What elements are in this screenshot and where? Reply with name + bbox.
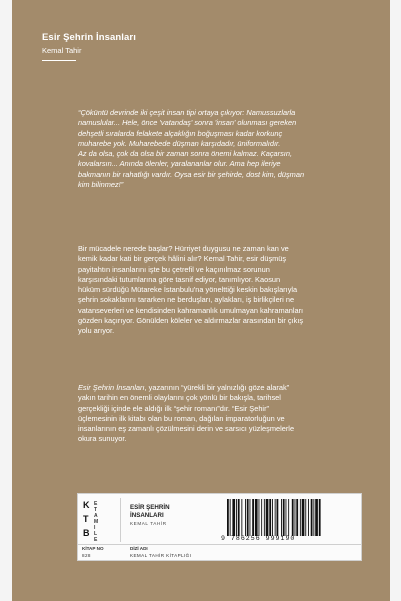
barcode-bar: [315, 499, 318, 536]
barcode-bar: [236, 499, 237, 536]
barcode-bar: [264, 499, 265, 536]
barcode-bar: [311, 499, 313, 536]
blurb-paragraph-1: [78, 244, 360, 337]
logo-letter: E: [94, 537, 98, 543]
barcode-bar: [245, 499, 246, 536]
paragraph-line: yolu arıyor.: [78, 326, 115, 336]
barcode-bar: [305, 499, 306, 536]
book-no-value: 828: [82, 553, 91, 558]
logo-letter: K: [83, 500, 90, 510]
paragraph-line: vatanseverleri ve kendisinden kahramanlık umulmayan kahramanları: [78, 305, 304, 315]
title-divider: [42, 60, 76, 61]
paragraph-line: payitahtın insanlarını işte bu çetrefil ve kaçınılmaz sorunun: [78, 264, 270, 274]
publisher-logo: [83, 500, 107, 544]
paragraph-line: hüküm sürdüğü Mütareke İstanbulu'na yönelttiği keskin bakışlarıyla: [78, 285, 298, 295]
paragraph-line: insanlarının eş zamanlı çözülmesini derin ve sarsıcı yüzleşmelerle: [78, 424, 295, 434]
paragraph-line: kemik kadar kati bir gerçek hâlini alır? Kemal Tahir, esir düşmüş: [78, 254, 287, 264]
paragraph-line: şehrin sokaklarını tararken ne berduşları, aylakları, iş birlikçileri ne: [78, 295, 295, 305]
quote-line: kovalarsın... Anında ölenler, yaralananlar olur. Ama hep ileriye: [78, 159, 281, 169]
barcode-bar: [227, 499, 229, 536]
isbn-barcode: [226, 499, 354, 536]
barcode-bar: [241, 499, 242, 536]
barcode-bar: [272, 499, 273, 536]
book-no-header: KİTAP NO: [82, 546, 104, 551]
barcode-bar: [275, 499, 276, 536]
series-value: KEMAL TAHİR KİTAPLIĞI: [130, 553, 192, 558]
quote-line: muharebe yok. Muharebede düşman karşıdadır, üniformalıdır.: [78, 138, 281, 148]
logo-letter: T: [83, 514, 89, 524]
logo-letter: E: [94, 501, 98, 507]
book-title: Esir Şehrin İnsanları: [42, 32, 136, 43]
barcode-bar: [302, 499, 305, 536]
logo-letter: A: [94, 513, 98, 519]
paragraph-line: Bir mücadele nerede başlar? Hürriyet duygusu ne zaman kan ve: [78, 244, 289, 253]
barcode-bar: [252, 499, 254, 536]
barcode-bar: [261, 499, 262, 536]
quote-line: kim bilinmez!”: [78, 180, 124, 190]
label-book-title: ESİR ŞEHRİN İNSANLARI: [130, 504, 170, 519]
quote-line: dehşetli sıralarda felakete alçaklığın boğuşması kadar korkunç: [78, 128, 283, 138]
barcode-bar: [266, 499, 269, 536]
book-author: Kemal Tahir: [42, 46, 82, 55]
series-header: DİZİ ADI: [130, 546, 148, 551]
barcode-bar: [247, 499, 249, 536]
paragraph-line: gerçekliği içinde ele aldığı ilk “şehir romanı”dır. “Esir Şehir”: [78, 403, 269, 413]
barcode-bar: [269, 499, 271, 536]
blurb-paragraph-2: [78, 383, 360, 445]
paragraph-line: karşısındaki tutumlarına göre tasnif ediyor, tanımlıyor. Kaosun: [78, 274, 281, 284]
barcode-bar: [230, 499, 231, 536]
quote-line: namuslular... Hele, önce 'vatandaş' sonra 'insan' olunması gereken: [78, 118, 297, 128]
logo-letter: T: [94, 507, 98, 513]
barcode-bar: [281, 499, 282, 536]
italic-book-title: Esir Şehrin İnsanları: [78, 383, 145, 392]
barcode-bar: [255, 499, 258, 536]
quote-line: bakmanın bir rahatlığı vardır. Oysa esir bir şehirde, dost kim, düşman: [78, 169, 305, 179]
barcode-bar: [277, 499, 279, 536]
barcode-bar: [313, 499, 314, 536]
paragraph-line: yakın tarihin en önemli olaylarını çok yönlü bir bakışla, tarihsel: [78, 393, 281, 403]
paragraph-line: , yazarının “yürekli bir yalnızlığı göze alarak”: [144, 383, 290, 392]
barcode-bar: [319, 499, 321, 536]
barcode-bar: [286, 499, 287, 536]
logo-letter: L: [94, 531, 98, 537]
label-divider: [120, 498, 121, 542]
barcode-bar: [295, 499, 296, 536]
barcode-bar: [259, 499, 260, 536]
label-divider: [78, 544, 361, 545]
barcode-bar: [238, 499, 240, 536]
barcode-bar: [283, 499, 285, 536]
barcode-bar: [250, 499, 251, 536]
logo-letter: B: [83, 528, 90, 538]
isbn-number: 9 786256 999190: [221, 535, 296, 542]
paragraph-line: okura sunuyor.: [78, 434, 127, 444]
barcode-bar: [308, 499, 309, 536]
isbn-label-box: [77, 493, 362, 561]
barcode-bar: [288, 499, 289, 536]
book-back-cover: [12, 0, 390, 601]
quote-line: “Çöküntü devrinde iki çeşit insan tipi ortaya çıkıyor: Namussuzlarla: [78, 108, 296, 117]
paragraph-line: üçlemesinin ilk kitabı olan bu roman, dağılan imparatorluğun ve: [78, 413, 285, 423]
barcode-bar: [292, 499, 294, 536]
blurb-quote: [78, 108, 360, 190]
paragraph-line: gözden kaçırıyor. Gönülden köleler ve aldırmazlar arasından bir çıkış: [78, 316, 304, 326]
barcode-bar: [300, 499, 301, 536]
logo-letter: M: [94, 519, 99, 525]
quote-line: Az da olsa, çok da olsa bir zaman sonra önemi kalmaz. Kaçarsın,: [78, 149, 293, 159]
label-author: KEMAL TAHİR: [130, 521, 167, 526]
barcode-bar: [232, 499, 235, 536]
logo-letter: I: [94, 525, 96, 531]
barcode-bar: [296, 499, 298, 536]
